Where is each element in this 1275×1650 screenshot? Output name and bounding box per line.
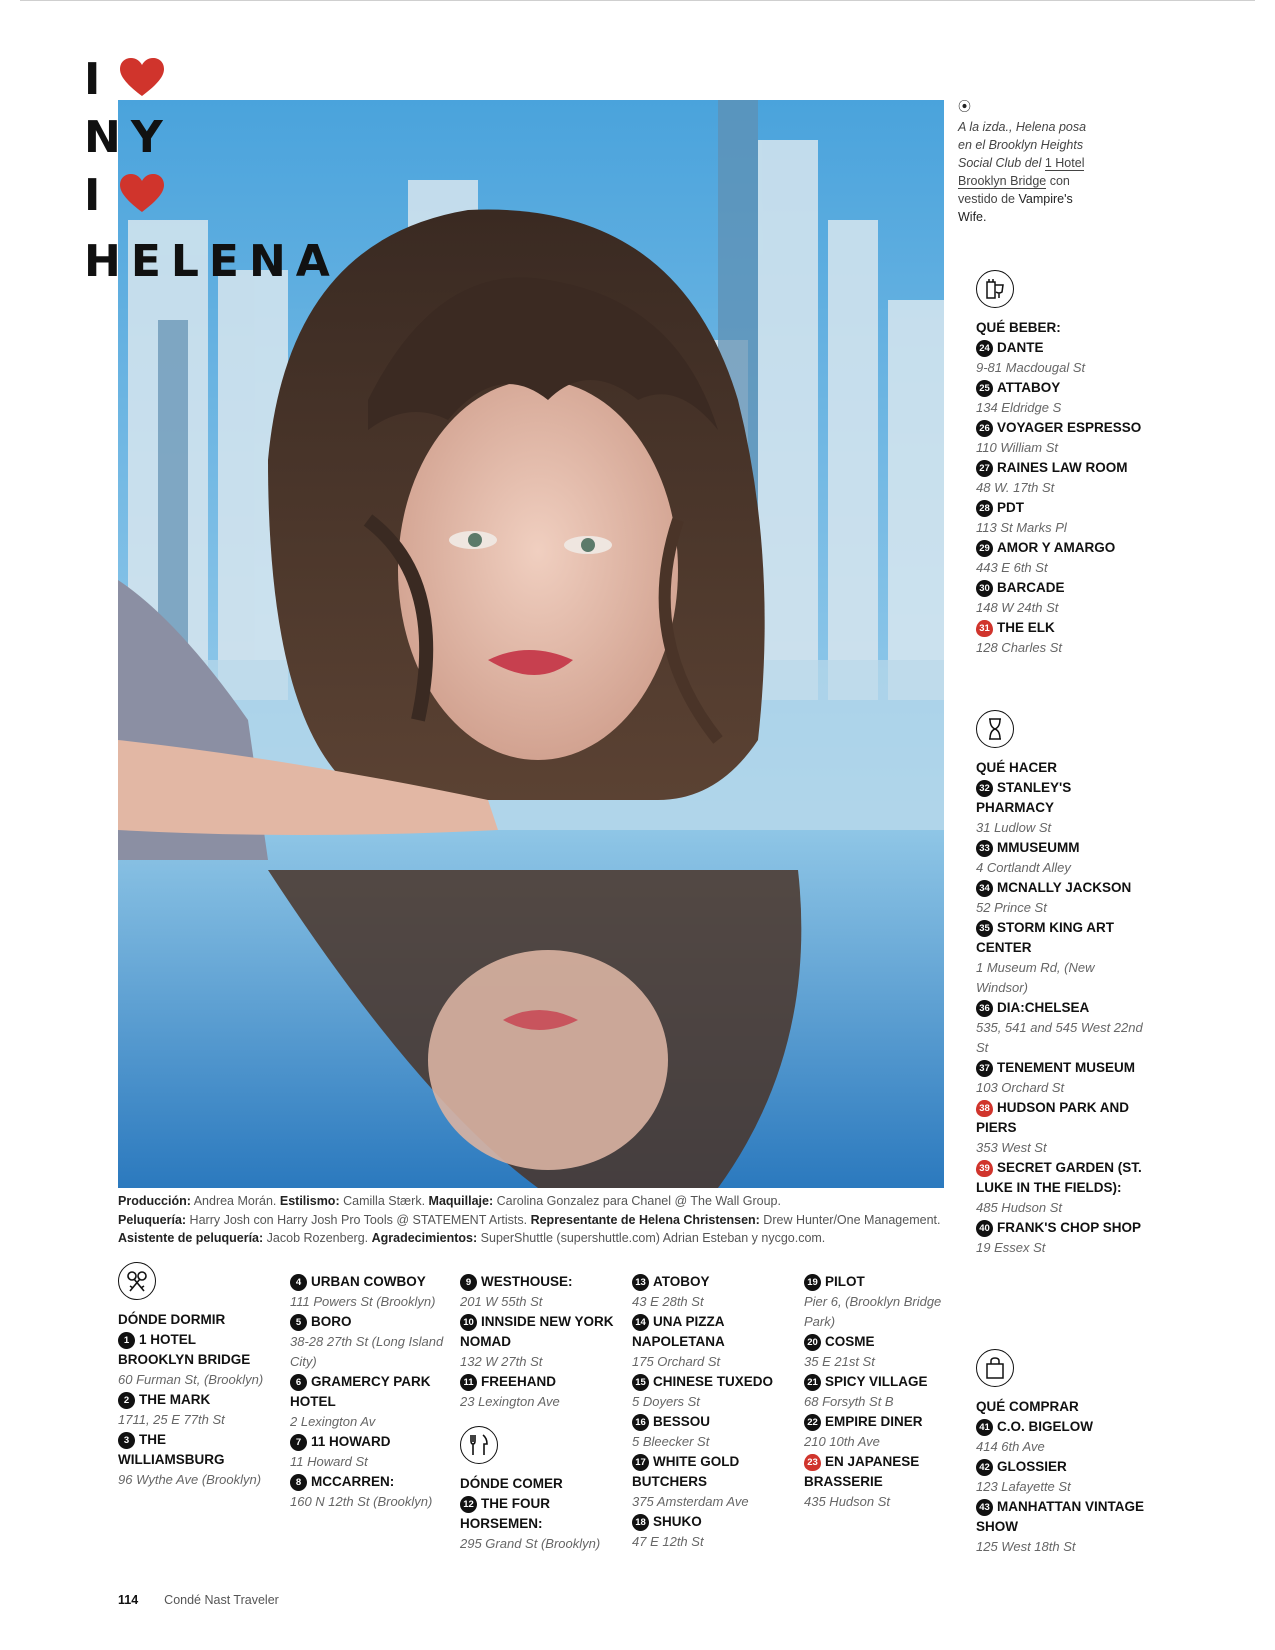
place-name xyxy=(632,1312,797,1352)
number-badge: 27 xyxy=(976,460,993,477)
list-item xyxy=(976,578,1146,618)
place-name xyxy=(976,918,1146,958)
heart-icon xyxy=(120,174,164,214)
list-item xyxy=(804,1332,954,1372)
number-badge: 16 xyxy=(632,1414,649,1431)
number-badge: 41 xyxy=(976,1419,993,1436)
place-address: 485 Hudson St xyxy=(976,1200,1063,1215)
number-heart-badge: 23 xyxy=(804,1454,821,1471)
place-name xyxy=(290,1312,445,1332)
place-name-text: HUDSON PARK AND PIERS xyxy=(976,1100,1130,1135)
list xyxy=(118,1330,273,1490)
place-name-text: MCCARREN: xyxy=(311,1474,395,1489)
place-name xyxy=(632,1272,797,1292)
number-badge: 6 xyxy=(290,1374,307,1391)
place-name xyxy=(976,1058,1146,1078)
list-item xyxy=(632,1372,797,1412)
place-name-text: THE MARK xyxy=(139,1392,211,1407)
headline-helena: HELENA xyxy=(84,236,340,287)
place-name-text: BESSOU xyxy=(653,1414,711,1429)
place-name-text: PDT xyxy=(997,500,1024,515)
place-address: Pier 6, (Brooklyn Bridge Park) xyxy=(804,1294,942,1329)
cutlery-icon xyxy=(460,1426,498,1464)
section-title-comprar: QUÉ COMPRAR xyxy=(976,1399,1079,1414)
place-address: 23 Lexington Ave xyxy=(460,1394,560,1409)
place-address: 9-81 Macdougal St xyxy=(976,360,1086,375)
place-name-text: 11 HOWARD xyxy=(311,1434,391,1449)
number-badge: 34 xyxy=(976,880,993,897)
place-name-text: CHINESE TUXEDO xyxy=(653,1374,774,1389)
list-item xyxy=(976,1457,1146,1497)
place-name xyxy=(290,1272,445,1292)
place-name xyxy=(632,1452,797,1492)
list-item xyxy=(632,1452,797,1512)
place-address: 443 E 6th St xyxy=(976,560,1048,575)
place-name xyxy=(290,1372,445,1412)
number-badge: 33 xyxy=(976,840,993,857)
list-item xyxy=(632,1272,797,1312)
place-name-text: EN JAPANESE BRASSERIE xyxy=(804,1454,920,1489)
place-address: 175 Orchard St xyxy=(632,1354,721,1369)
top-rule xyxy=(20,0,1255,1)
place-name xyxy=(976,498,1146,518)
number-heart-badge: 38 xyxy=(976,1100,993,1117)
place-name-text: EMPIRE DINER xyxy=(825,1414,923,1429)
list-item xyxy=(632,1412,797,1452)
place-name xyxy=(976,458,1146,478)
number-badge: 2 xyxy=(118,1392,135,1409)
number-heart-badge: 31 xyxy=(976,620,993,637)
credit-label: Maquillaje: xyxy=(428,1194,494,1208)
number-badge: 28 xyxy=(976,500,993,517)
list xyxy=(976,1417,1146,1557)
place-address: 103 Orchard St xyxy=(976,1080,1065,1095)
list xyxy=(460,1272,620,1412)
place-name-text: GLOSSIER xyxy=(997,1459,1067,1474)
number-badge: 21 xyxy=(804,1374,821,1391)
place-name xyxy=(118,1390,273,1410)
place-address: 353 West St xyxy=(976,1140,1047,1155)
column-dormir-1 xyxy=(118,1262,273,1490)
list-item xyxy=(976,618,1146,658)
credit-value: Camilla Stærk. xyxy=(339,1194,429,1208)
place-name-text: BORO xyxy=(311,1314,352,1329)
number-badge: 3 xyxy=(118,1432,135,1449)
caption-text-c: Vampire's Wife. xyxy=(958,192,1073,224)
place-name-text: SHUKO xyxy=(653,1514,702,1529)
list-item xyxy=(976,878,1146,918)
column-comer-2 xyxy=(632,1272,797,1552)
place-address: 123 Lafayette St xyxy=(976,1479,1071,1494)
list-item xyxy=(460,1272,620,1312)
place-name-text: MCNALLY JACKSON xyxy=(997,880,1132,895)
list-item xyxy=(290,1272,445,1312)
page-number: 114 xyxy=(118,1593,139,1607)
number-badge: 43 xyxy=(976,1499,993,1516)
number-badge: 42 xyxy=(976,1459,993,1476)
list-item xyxy=(804,1452,954,1512)
list xyxy=(804,1272,954,1512)
number-badge: 29 xyxy=(976,540,993,557)
number-badge: 17 xyxy=(632,1454,649,1471)
number-badge: 7 xyxy=(290,1434,307,1451)
place-name xyxy=(460,1272,620,1292)
place-name-text: VOYAGER ESPRESSO xyxy=(997,420,1142,435)
number-badge: 40 xyxy=(976,1220,993,1237)
list-item xyxy=(118,1330,273,1390)
list-item xyxy=(460,1312,620,1372)
place-address: 132 W 27th St xyxy=(460,1354,543,1369)
place-name-text: PILOT xyxy=(825,1274,865,1289)
place-address: 47 E 12th St xyxy=(632,1534,704,1549)
place-address: 31 Ludlow St xyxy=(976,820,1052,835)
place-name-text: MANHATTAN VINTAGE SHOW xyxy=(976,1499,1144,1534)
section-title-dormir: DÓNDE DORMIR xyxy=(118,1312,226,1327)
place-address: 96 Wythe Ave (Brooklyn) xyxy=(118,1472,262,1487)
place-name-text: MMUSEUMM xyxy=(997,840,1080,855)
credit-label: Asistente de peluquería: xyxy=(118,1231,264,1245)
place-address: 68 Forsyth St B xyxy=(804,1394,894,1409)
column-comer-1 xyxy=(460,1272,620,1554)
place-name-text: FRANK'S CHOP SHOP xyxy=(997,1220,1141,1235)
list-item xyxy=(632,1312,797,1372)
list xyxy=(976,778,1146,1258)
place-name-text: INNSIDE NEW YORK NOMAD xyxy=(460,1314,614,1349)
place-name xyxy=(976,878,1146,898)
place-address: 38-28 27th St (Long Island City) xyxy=(290,1334,444,1369)
place-name-text: THE FOUR HORSEMEN: xyxy=(460,1496,550,1531)
credit-value: Andrea Morán. xyxy=(190,1194,280,1208)
number-badge: 14 xyxy=(632,1314,649,1331)
number-badge: 26 xyxy=(976,420,993,437)
list xyxy=(632,1272,797,1552)
keys-icon xyxy=(118,1262,156,1300)
place-name-text: GRAMERCY PARK HOTEL xyxy=(290,1374,431,1409)
place-address: 43 E 28th St xyxy=(632,1294,704,1309)
headline-ny: NY xyxy=(84,112,173,163)
place-name xyxy=(976,538,1146,558)
place-address: 128 Charles St xyxy=(976,640,1062,655)
column-comprar xyxy=(976,1349,1146,1557)
place-address: 2 Lexington Av xyxy=(290,1414,376,1429)
place-address: 5 Bleecker St xyxy=(632,1434,710,1449)
number-badge: 32 xyxy=(976,780,993,797)
list xyxy=(460,1494,620,1554)
place-name xyxy=(804,1332,954,1352)
number-badge: 18 xyxy=(632,1514,649,1531)
place-name xyxy=(290,1472,445,1492)
list-item xyxy=(976,378,1146,418)
number-badge: 15 xyxy=(632,1374,649,1391)
place-name-text: THE WILLIAMSBURG xyxy=(118,1432,225,1467)
place-name xyxy=(804,1372,954,1392)
list-item xyxy=(632,1512,797,1552)
place-name xyxy=(976,338,1146,358)
number-badge: 13 xyxy=(632,1274,649,1291)
number-badge: 11 xyxy=(460,1374,477,1391)
credit-value: Carolina Gonzalez para Chanel @ The Wall Group. xyxy=(493,1194,781,1208)
list-item xyxy=(804,1412,954,1452)
place-name-text: UNA PIZZA NAPOLETANA xyxy=(632,1314,725,1349)
number-badge: 30 xyxy=(976,580,993,597)
shopping-bag-icon xyxy=(976,1349,1014,1387)
place-name-text: 1 HOTEL BROOKLYN BRIDGE xyxy=(118,1332,251,1367)
place-name xyxy=(118,1430,273,1470)
place-name xyxy=(976,378,1146,398)
place-name-text: SPICY VILLAGE xyxy=(825,1374,928,1389)
number-badge: 37 xyxy=(976,1060,993,1077)
place-name xyxy=(290,1432,445,1452)
number-badge: 36 xyxy=(976,1000,993,1017)
place-address: 210 10th Ave xyxy=(804,1434,880,1449)
number-badge: 1 xyxy=(118,1332,135,1349)
place-name-text: URBAN COWBOY xyxy=(311,1274,426,1289)
place-name-text: THE ELK xyxy=(997,620,1055,635)
credit-label: Representante de Helena Christensen: xyxy=(530,1212,760,1227)
credit-label: Peluquería: xyxy=(118,1212,187,1227)
place-name xyxy=(976,1218,1146,1238)
place-name xyxy=(976,1158,1146,1198)
caption-text-a: A la izda., Helena posa en el Brooklyn Heights Social Club del xyxy=(958,120,1087,170)
place-name xyxy=(460,1312,620,1352)
number-badge: 5 xyxy=(290,1314,307,1331)
place-name xyxy=(976,1497,1146,1537)
list-item xyxy=(976,498,1146,538)
drinks-icon xyxy=(976,270,1014,308)
list-item xyxy=(976,998,1146,1058)
list-item xyxy=(118,1390,273,1430)
number-badge: 10 xyxy=(460,1314,477,1331)
credit-value: SuperShuttle (supershuttle.com) Adrian Esteban y nycgo.com. xyxy=(477,1231,826,1245)
target-icon: ⦿ xyxy=(958,99,972,114)
headline-i-1: I xyxy=(84,54,111,105)
number-badge: 24 xyxy=(976,340,993,357)
list-item xyxy=(976,538,1146,578)
place-address: 19 Essex St xyxy=(976,1240,1046,1255)
list-item xyxy=(976,1158,1146,1218)
place-address: 4 Cortlandt Alley xyxy=(976,860,1071,875)
number-badge: 19 xyxy=(804,1274,821,1291)
place-address: 435 Hudson St xyxy=(804,1494,891,1509)
place-name-text: COSME xyxy=(825,1334,875,1349)
list-item xyxy=(976,418,1146,458)
place-name xyxy=(632,1412,797,1432)
list-item xyxy=(460,1494,620,1554)
photo-credits xyxy=(118,1192,948,1248)
place-name xyxy=(976,998,1146,1018)
credit-label: Agradecimientos: xyxy=(371,1231,478,1245)
list-item xyxy=(804,1272,954,1332)
place-address: 11 Howard St xyxy=(290,1454,368,1469)
list-item xyxy=(976,458,1146,498)
place-address: 5 Doyers St xyxy=(632,1394,700,1409)
place-name-text: BARCADE xyxy=(997,580,1065,595)
column-comer-3 xyxy=(804,1272,954,1512)
place-name xyxy=(976,838,1146,858)
caption-hotel: 1 Hotel Brooklyn Bridge xyxy=(958,156,1085,188)
place-address: 160 N 12th St (Brooklyn) xyxy=(290,1494,433,1509)
place-name xyxy=(804,1412,954,1432)
list-item xyxy=(290,1432,445,1472)
place-name xyxy=(976,1417,1146,1437)
list-item xyxy=(976,1497,1146,1557)
list-item xyxy=(290,1312,445,1372)
place-name-text: AMOR Y AMARGO xyxy=(997,540,1116,555)
place-name xyxy=(804,1452,954,1492)
number-heart-badge: 39 xyxy=(976,1160,993,1177)
number-badge: 35 xyxy=(976,920,993,937)
number-badge: 9 xyxy=(460,1274,477,1291)
number-badge: 12 xyxy=(460,1496,477,1513)
place-address: 110 William St xyxy=(976,440,1058,455)
credit-label: Estilismo: xyxy=(279,1194,340,1208)
credit-label: Producción: xyxy=(118,1194,191,1208)
heart-icon xyxy=(120,58,164,98)
place-name-text: SECRET GARDEN (ST. LUKE IN THE FIELDS): xyxy=(976,1160,1142,1195)
list-item xyxy=(804,1372,954,1412)
list-item xyxy=(976,1417,1146,1457)
place-name-text: RAINES LAW ROOM xyxy=(997,460,1128,475)
place-address: 35 E 21st St xyxy=(804,1354,875,1369)
section-title-beber: QUÉ BEBER: xyxy=(976,320,1061,335)
place-name xyxy=(118,1330,273,1370)
place-name-text: C.O. BIGELOW xyxy=(997,1419,1093,1434)
list-item xyxy=(460,1372,620,1412)
place-address: 535, 541 and 545 West 22nd St xyxy=(976,1020,1143,1055)
place-address: 414 6th Ave xyxy=(976,1439,1045,1454)
place-address: 113 St Marks Pl xyxy=(976,520,1067,535)
page-footer xyxy=(118,1593,279,1607)
column-dormir-2 xyxy=(290,1272,445,1512)
place-name-text: DIA:CHELSEA xyxy=(997,1000,1090,1015)
list-item xyxy=(290,1472,445,1512)
place-name xyxy=(632,1372,797,1392)
place-name-text: ATTABOY xyxy=(997,380,1061,395)
list-item xyxy=(976,1058,1146,1098)
hourglass-icon xyxy=(976,710,1014,748)
magazine-name: Condé Nast Traveler xyxy=(164,1593,279,1607)
place-name xyxy=(460,1494,620,1534)
list-item xyxy=(290,1372,445,1432)
column-beber xyxy=(976,270,1146,658)
list-item xyxy=(976,918,1146,998)
place-address: 375 Amsterdam Ave xyxy=(632,1494,749,1509)
list xyxy=(976,338,1146,658)
place-name xyxy=(976,1457,1146,1477)
number-badge: 25 xyxy=(976,380,993,397)
caption-text-b: con vestido de xyxy=(958,174,1070,206)
headline-i-2: I xyxy=(84,170,111,221)
place-address: 295 Grand St (Brooklyn) xyxy=(460,1536,601,1551)
list xyxy=(290,1272,445,1512)
section-title-comer: DÓNDE COMER xyxy=(460,1476,563,1491)
place-address: 125 West 18th St xyxy=(976,1539,1076,1554)
place-name xyxy=(804,1272,954,1292)
place-address: 52 Prince St xyxy=(976,900,1047,915)
place-name xyxy=(632,1512,797,1532)
number-badge: 8 xyxy=(290,1474,307,1491)
place-name-text: STANLEY'S PHARMACY xyxy=(976,780,1072,815)
place-address: 111 Powers St (Brooklyn) xyxy=(290,1294,436,1309)
place-address: 134 Eldridge S xyxy=(976,400,1062,415)
place-address: 1711, 25 E 77th St xyxy=(118,1412,225,1427)
place-name xyxy=(460,1372,620,1392)
place-name xyxy=(976,578,1146,598)
place-name-text: ATOBOY xyxy=(653,1274,710,1289)
list-item xyxy=(118,1430,273,1490)
place-name xyxy=(976,418,1146,438)
number-badge: 20 xyxy=(804,1334,821,1351)
place-address: 148 W 24th St xyxy=(976,600,1059,615)
place-address: 48 W. 17th St xyxy=(976,480,1055,495)
credit-value: Harry Josh con Harry Josh Pro Tools @ STATEMENT Artists. xyxy=(186,1212,531,1227)
credit-value: Drew Hunter/One Management. xyxy=(759,1212,941,1227)
place-address: 201 W 55th St xyxy=(460,1294,543,1309)
list-item xyxy=(976,338,1146,378)
list-item xyxy=(976,1218,1146,1258)
column-hacer xyxy=(976,710,1146,1258)
credit-value: Jacob Rozenberg. xyxy=(263,1231,372,1245)
section-title-hacer: QUÉ HACER xyxy=(976,760,1058,775)
place-name-text: STORM KING ART CENTER xyxy=(976,920,1114,955)
number-badge: 4 xyxy=(290,1274,307,1291)
place-name-text: WHITE GOLD BUTCHERS xyxy=(632,1454,740,1489)
place-name-text: TENEMENT MUSEUM xyxy=(997,1060,1135,1075)
place-name xyxy=(976,778,1146,818)
place-name xyxy=(976,618,1146,638)
list-item xyxy=(976,778,1146,838)
number-badge: 22 xyxy=(804,1414,821,1431)
place-address: 60 Furman St, (Brooklyn) xyxy=(118,1372,264,1387)
place-address: 1 Museum Rd, (New Windsor) xyxy=(976,960,1095,995)
place-name-text: DANTE xyxy=(997,340,1044,355)
place-name-text: WESTHOUSE: xyxy=(481,1274,573,1289)
photo-caption xyxy=(958,98,1098,226)
list-item xyxy=(976,838,1146,878)
place-name-text: FREEHAND xyxy=(481,1374,557,1389)
list-item xyxy=(976,1098,1146,1158)
place-name xyxy=(976,1098,1146,1138)
